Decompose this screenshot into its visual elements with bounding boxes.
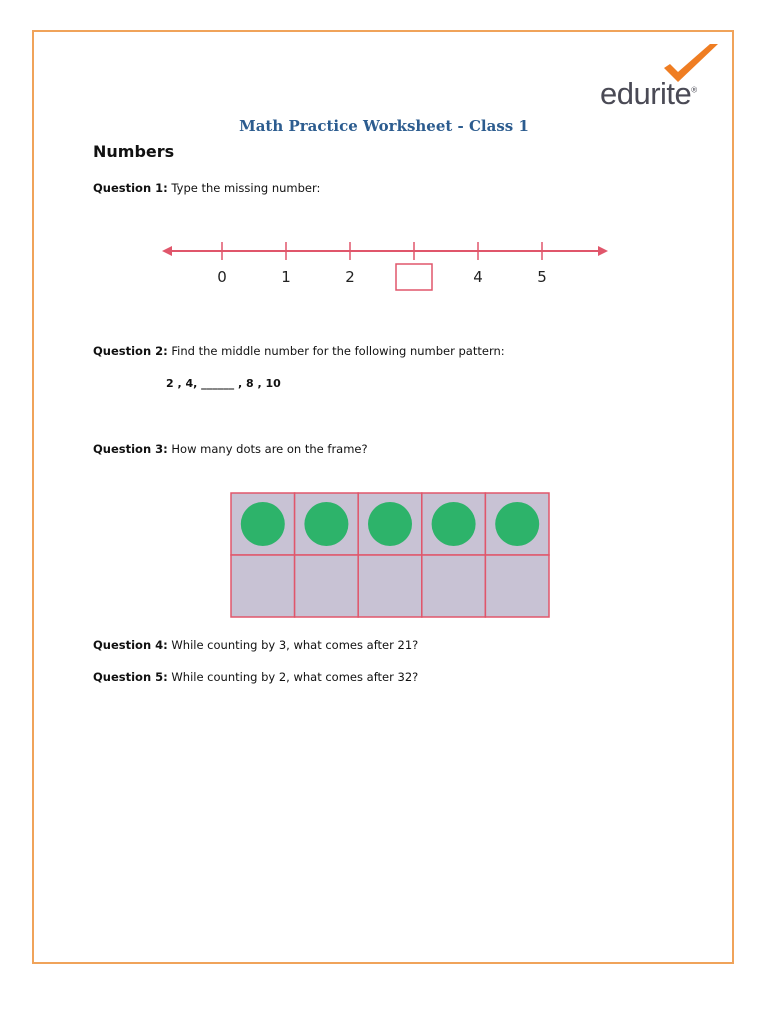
section-heading: Numbers: [93, 142, 175, 161]
tick-label: 5: [537, 268, 547, 286]
tick-label: 2: [345, 268, 355, 286]
question-text: While counting by 2, what comes after 32?: [167, 670, 419, 684]
frame-cell: [231, 555, 295, 617]
question-4: [93, 638, 418, 652]
tick-label: 0: [217, 268, 227, 286]
number-line: [160, 238, 610, 294]
frame-cell: [358, 555, 422, 617]
frame-dot: [304, 502, 348, 546]
question-1: [93, 181, 320, 195]
right-arrow-icon: [598, 246, 608, 256]
question-text: How many dots are on the frame?: [167, 442, 368, 456]
frame-dot: [495, 502, 539, 546]
question-text: Type the missing number:: [167, 181, 321, 195]
frame-cell: [422, 555, 486, 617]
frame-cell: [295, 555, 359, 617]
frame-cell: [485, 555, 549, 617]
question-2: [93, 344, 505, 358]
worksheet-title: Math Practice Worksheet - Class 1: [239, 117, 529, 135]
question-label: Question 1:: [93, 181, 168, 195]
edurite-logo: [600, 42, 722, 112]
question-text: While counting by 3, what comes after 21?: [167, 638, 419, 652]
frame-dot: [241, 502, 285, 546]
ten-frame: [230, 492, 550, 618]
question-label: Question 5:: [93, 670, 168, 684]
frame-dot: [368, 502, 412, 546]
question-label: Question 3:: [93, 442, 168, 456]
question-label: Question 4:: [93, 638, 168, 652]
frame-dot: [432, 502, 476, 546]
question-5: [93, 670, 418, 684]
number-pattern: 2 , 4, ______ , 8 , 10: [166, 377, 281, 390]
question-label: Question 2:: [93, 344, 168, 358]
logo-wordmark: edurite®: [600, 76, 697, 111]
question-3: [93, 442, 368, 456]
missing-number-box[interactable]: [396, 264, 432, 290]
tick-label: 4: [473, 268, 483, 286]
tick-label: 1: [281, 268, 291, 286]
question-text: Find the middle number for the following number pattern:: [167, 344, 505, 358]
left-arrow-icon: [162, 246, 172, 256]
